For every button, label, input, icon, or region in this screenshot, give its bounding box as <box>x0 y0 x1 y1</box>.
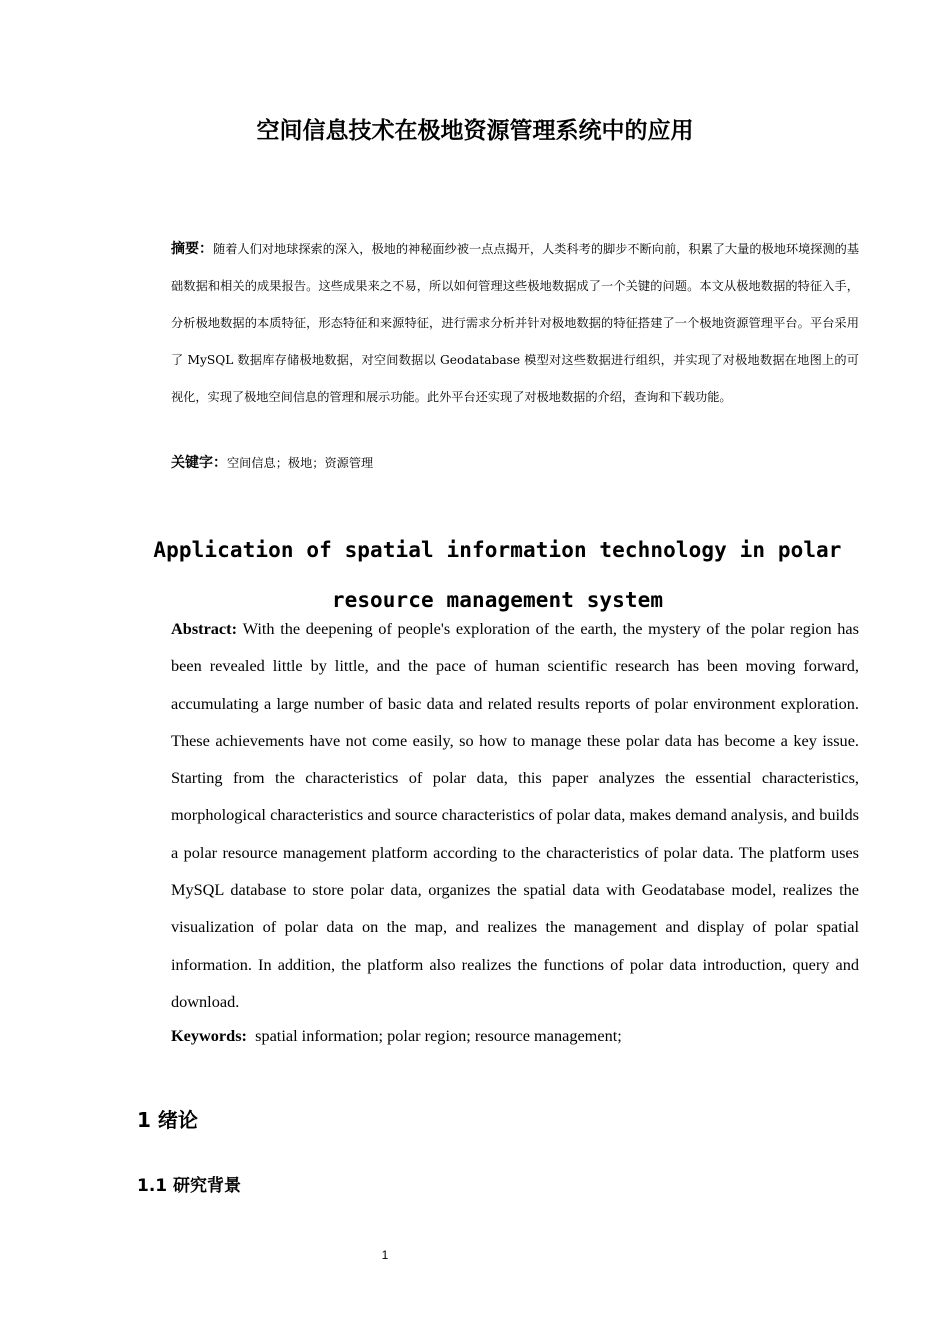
abstract-text-chinese: 随着人们对地球探索的深入，极地的神秘面纱被一点点揭开，人类科考的脚步不断向前，积累了大量的极地环境探测的基础数据和相关的成果报告。这些成果来之不易，所以如何管理这些极地数据成了一个关键的问题。本文从极地数据的特征入手，分析极地数据的本质特征，形态特征和来源特征，进行需求分析并针对极地数据的特征搭建了一个极地资源管理平台。平台采用了 MySQL 数据库存储极地数据，对空间数据以 Geodatabase 模型对这些数据进行组织，并实现了对极地数据在地图上的可视化，实现了极地空间信息的管理和展示功能。此外平台还实现了对极地数据的介绍，查询和下载功能。 <box>171 242 860 404</box>
abstract-english <box>171 610 859 1020</box>
keywords-english <box>171 1025 859 1047</box>
page-number: 1 <box>381 1248 389 1262</box>
paper-title-english: Application of spatial information technology in polar resource management system <box>153 538 842 612</box>
keywords-chinese <box>171 452 859 474</box>
keywords-text-english: spatial information; polar region; resource management; <box>255 1026 622 1045</box>
keywords-label-english: Keywords: <box>171 1026 247 1045</box>
keywords-label-chinese: 关键字： <box>171 455 227 471</box>
paper-title-chinese: 空间信息技术在极地资源管理系统中的应用 <box>256 118 694 144</box>
abstract-label-chinese: 摘要： <box>171 241 214 257</box>
abstract-chinese <box>171 231 859 416</box>
abstract-label-english: Abstract: <box>171 619 238 638</box>
subsection-heading-background: 1.1 研究背景 <box>137 1176 242 1196</box>
abstract-text-english: With the deepening of people's exploration of the earth, the mystery of the polar region has been revealed little by little, and the pace of human scientific research has been moving forward, accumulating a large number of basic data and related results reports of polar environment exploration. These achievements have not come easily, so how to manage these polar data has become a key issue. Starting from the characteristics of polar data, this paper analyzes the essential characteristics, morphological characteristics and source characteristics of polar data, makes demand analysis, and builds a polar resource management platform according to the characteristics of polar data. The platform uses MySQL database to store polar data, organizes the spatial data with Geodatabase model, realizes the visualization of polar data on the map, and realizes the management and display of polar spatial information. In addition, the platform also realizes the functions of polar data introduction, query and download. <box>171 619 859 1011</box>
section-heading-introduction: 1 绪论 <box>137 1108 198 1132</box>
keywords-text-chinese: 空间信息；极地；资源管理 <box>227 456 374 470</box>
